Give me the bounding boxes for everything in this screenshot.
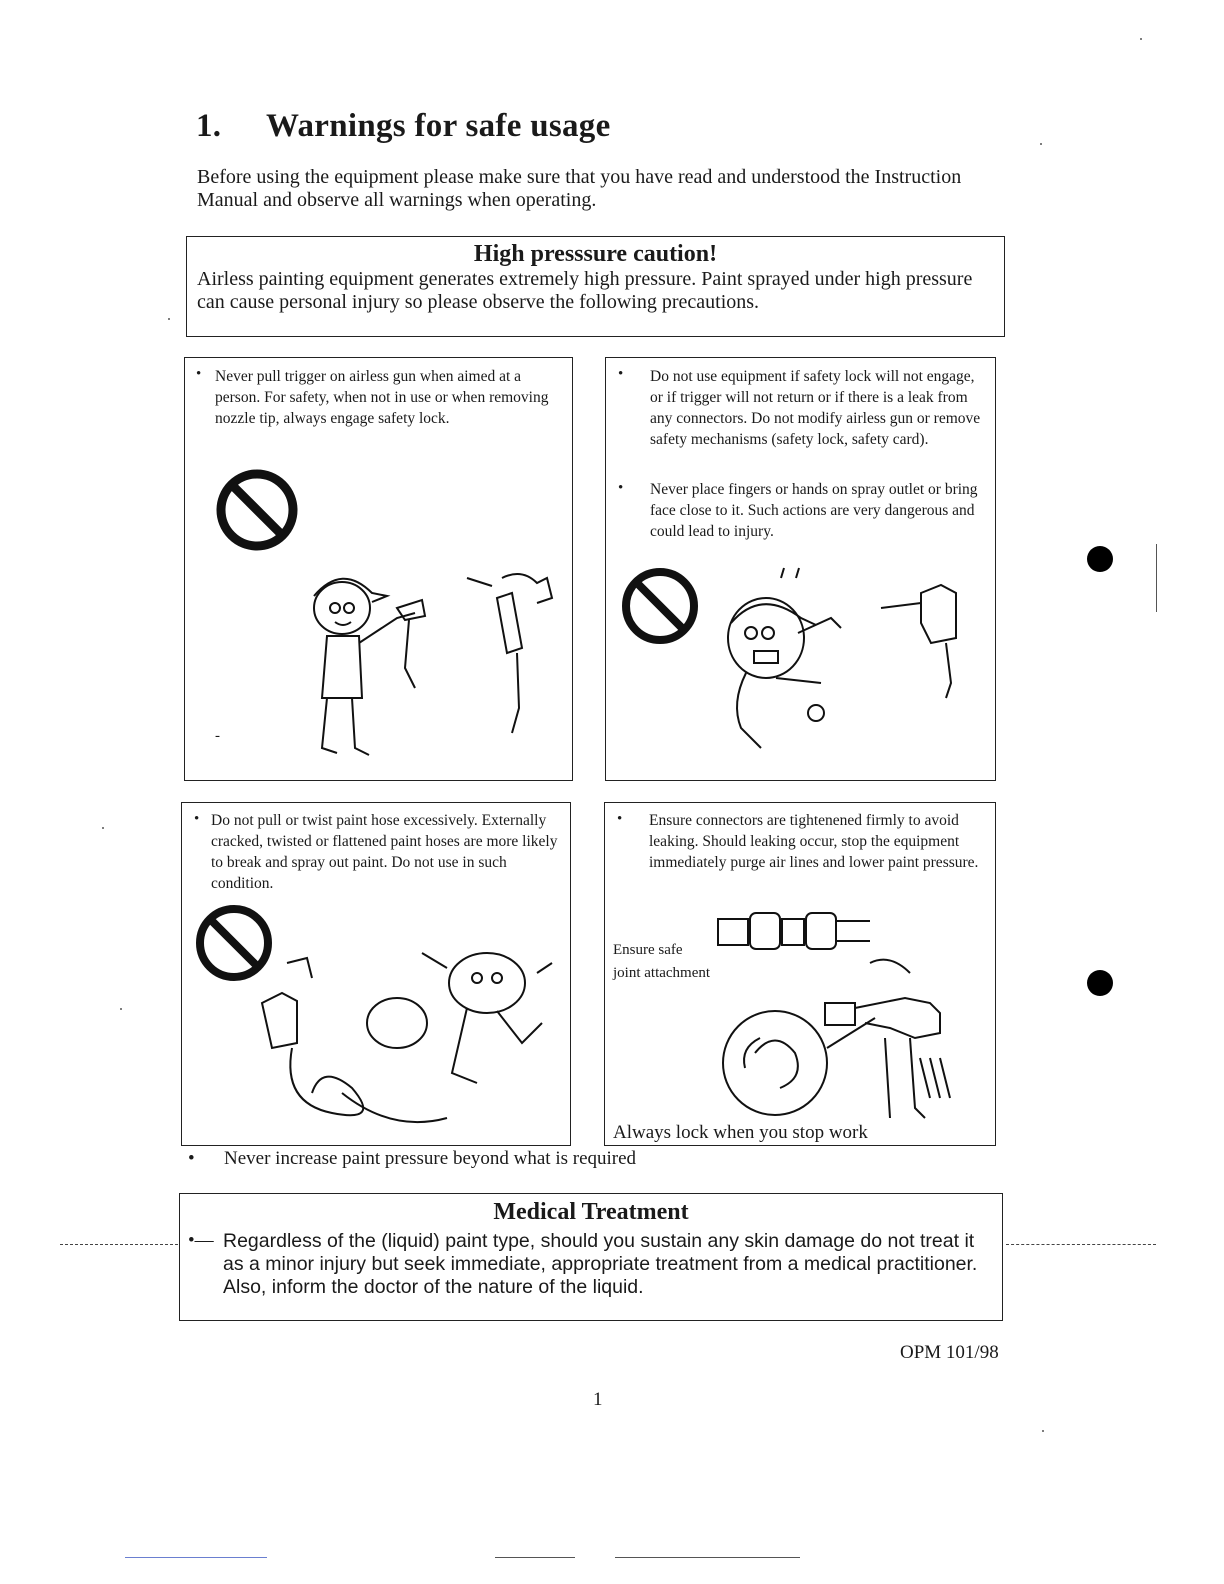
medical-heading: Medical Treatment [493,1199,689,1225]
scan-speck [168,318,170,320]
bullet: • [617,811,623,827]
person-aiming-gun-illustration [297,558,567,768]
pressure-note-text: Never increase paint pressure beyond what is required [224,1148,637,1169]
panel-text: Do not pull or twist paint hose excessively. Externally cracked, twisted or flattened paint hoses are more likely to break and spray out paint. Do not use in such condition. [211,812,558,892]
prohibited-icon [620,566,700,646]
panel-mark: - [215,728,220,744]
medical-treatment-box [179,1193,1003,1321]
pressure-note [188,1148,636,1170]
prohibited-icon [215,468,299,552]
intro-paragraph: Before using the equipment please make sure that you have read and understood the Instruction Manual and observe all warnings when operating. [197,166,962,211]
joint-label-line2: joint attachment [613,965,711,981]
dashed-rule-right [1006,1244,1156,1245]
bullet: • [196,366,202,382]
bullet: • [188,1148,195,1169]
bullet: • [618,366,624,382]
connector-joint-illustration [710,907,880,957]
high-pressure-caution-box [186,236,1005,337]
joint-label-line1: Ensure safe [613,942,683,958]
scan-speck [1140,38,1142,40]
high-pressure-heading: High presssure caution! [473,241,718,267]
warning-panel-connectors [604,802,996,1146]
scan-speck [102,827,104,829]
scan-speck [120,1008,122,1010]
warning-panel-safety-lock [605,357,996,781]
panel-text-safety-lock: Do not use equipment if safety lock will not engage, or if trigger will not return or if there is a leak from any connectors. Do not modify airless gun or remove safety mechanisms (safety lock, safety card). [650,368,981,448]
high-pressure-text: Airless painting equipment generates extremely high pressure. Paint sprayed under high pressure can cause personal injury so please observe the following precautions. [197,268,973,313]
scan-edge-rule [495,1557,575,1558]
punch-hole [1087,970,1113,996]
spray-gun-safety-lock-illustration [715,958,985,1123]
scan-speck [1040,143,1042,145]
punch-hole [1087,546,1113,572]
person-face-spray-illustration [706,563,986,763]
scan-edge-line [1156,544,1157,612]
dashed-rule-left [60,1244,178,1245]
panel-text: Ensure connectors are tightenened firmly to avoid leaking. Should leaking occur, stop the equipment immediately purge air lines and lower paint pressure. [649,812,979,871]
scan-edge-rule [125,1557,267,1558]
scan-speck [1042,1430,1044,1432]
section-number: 1. [196,108,222,144]
section-title-text: Warnings for safe usage [266,108,611,144]
document-code: OPM 101/98 [900,1342,999,1363]
section-title [196,108,611,145]
scan-edge-rule [615,1557,800,1558]
page-number: 1 [593,1389,603,1410]
burst-hose-illustration [252,943,562,1143]
bullet: • [194,811,200,827]
warning-panel-hose [181,802,571,1146]
medical-text: Regardless of the (liquid) paint type, should you sustain any skin damage do not treat it as a minor injury but seek immediate, appropriate treatment from a medical practitioner. Also, inform the doctor of the nature of the liquid. [223,1230,978,1298]
panel-text: Never pull trigger on airless gun when aimed at a person. For safety, when not in use or when removing nozzle tip, always engage safety lock. [215,368,549,427]
warning-panel-aim [184,357,573,781]
bullet: • [618,480,624,496]
panel-caption: Always lock when you stop work [613,1122,868,1143]
bullet: •— [188,1230,214,1251]
panel-text-spray-outlet: Never place fingers or hands on spray outlet or bring face close to it. Such actions are very dangerous and could lead to injury. [650,481,978,540]
